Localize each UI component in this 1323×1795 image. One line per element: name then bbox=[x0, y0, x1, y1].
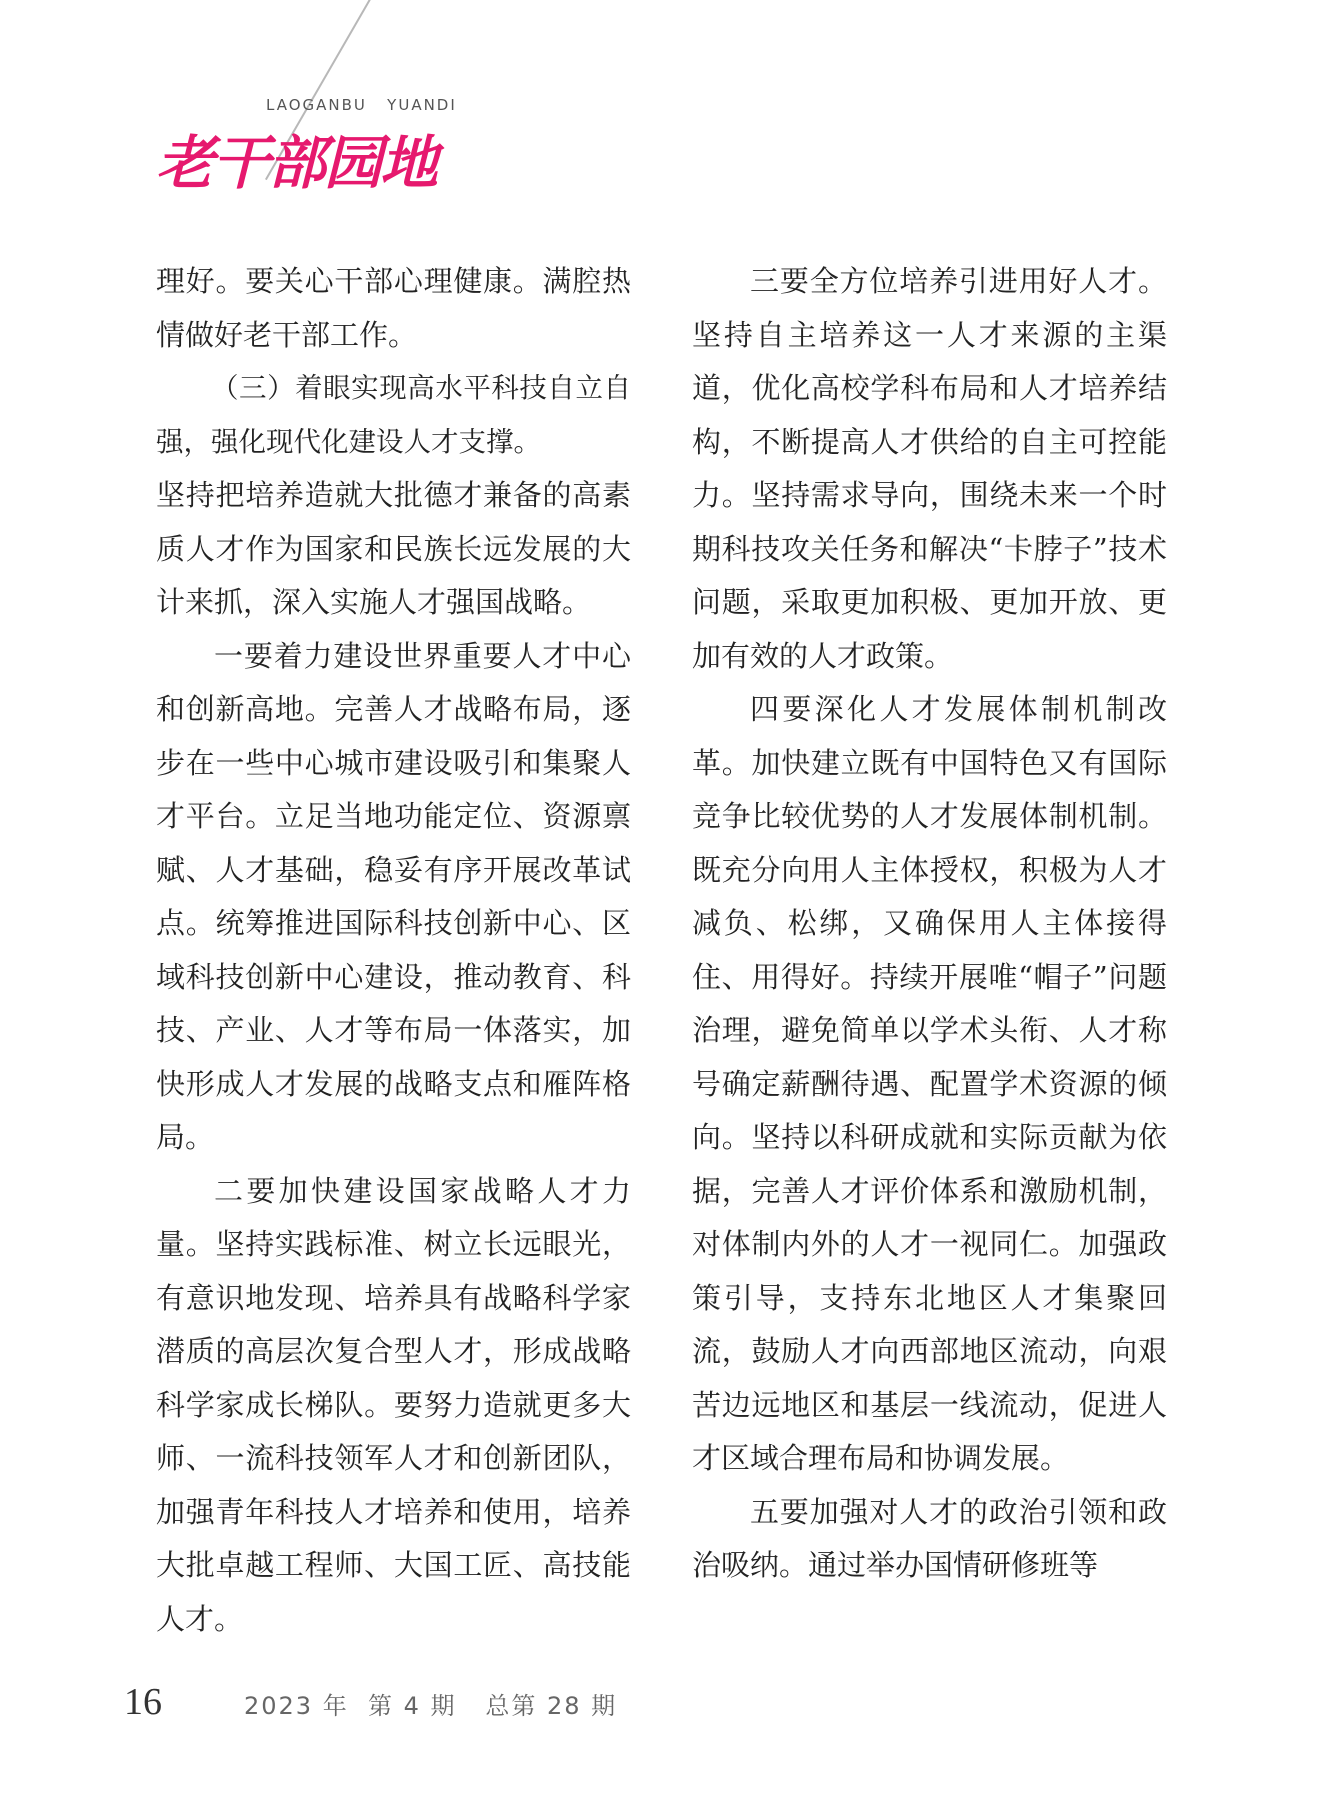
paragraph: 一要着力建设世界重要人才中心和创新高地。完善人才战略布局，逐步在一些中心城市建设吸引和集聚人才平台。立足当地功能定位、资源禀赋、人才基础，稳妥有序开展改革试点。统筹推进国际科技创新中心、区域科技创新中心建设，推动教育、科技、产业、人才等布局一体落实，加快形成人才发展的战略支点和雁阵格局。 bbox=[156, 638, 631, 1154]
page-number: 16 bbox=[124, 1681, 162, 1723]
paragraph: 五要加强对人才的政治引领和政治吸纳。通过举办国情研修班等 bbox=[692, 1494, 1167, 1582]
left-text-column bbox=[156, 255, 631, 1646]
right-text-column bbox=[692, 255, 1167, 1593]
paragraph: 坚持把培养造就大批德才兼备的高素质人才作为国家和民族长远发展的大计来抓，深入实施人才强国战略。 bbox=[156, 478, 631, 619]
magazine-logo: 老干部园地 bbox=[156, 129, 437, 197]
issue-info: 2023 年 第 4 期 总第 28 期 bbox=[244, 1692, 618, 1720]
paragraph: 四要深化人才发展体制机制改革。加快建立既有中国特色又有国际竞争比较优势的人才发展体制机制。既充分向用人主体授权，积极为人才减负、松绑，又确保用人主体接得住、用得好。持续开展唯“帽子”问题治理，避免简单以学术头衔、人才称号确定薪酬待遇、配置学术资源的倾向。坚持以科研成就和实际贡献为依据，完善人才评价体系和激励机制，对体制内外的人才一视同仁。加强政策引导，支持东北地区人才集聚回流，鼓励人才向西部地区流动，向艰苦边远地区和基层一线流动，促进人才区域合理布局和协调发展。 bbox=[692, 692, 1167, 1475]
section-heading: （三）着眼实现高水平科技自立自强，强化现代化建设人才支撑。 bbox=[156, 372, 631, 458]
magazine-pinyin-title: LAOGANBU YUANDI bbox=[266, 96, 457, 114]
paragraph: 理好。要关心干部心理健康。满腔热情做好老干部工作。 bbox=[156, 264, 631, 352]
paragraph: 三要全方位培养引进用好人才。坚持自主培养这一人才来源的主渠道，优化高校学科布局和人才培养结构，不断提高人才供给的自主可控能力。坚持需求导向，围绕未来一个时期科技攻关任务和解决“卡脖子”技术问题，采取更加积极、更加开放、更加有效的人才政策。 bbox=[692, 264, 1167, 673]
paragraph: 二要加快建设国家战略人才力量。坚持实践标准、树立长远眼光，有意识地发现、培养具有战略科学家潜质的高层次复合型人才，形成战略科学家成长梯队。要努力造就更多大师、一流科技领军人才和创新团队，加强青年科技人才培养和使用，培养大批卓越工程师、大国工匠、高技能人才。 bbox=[156, 1173, 631, 1636]
